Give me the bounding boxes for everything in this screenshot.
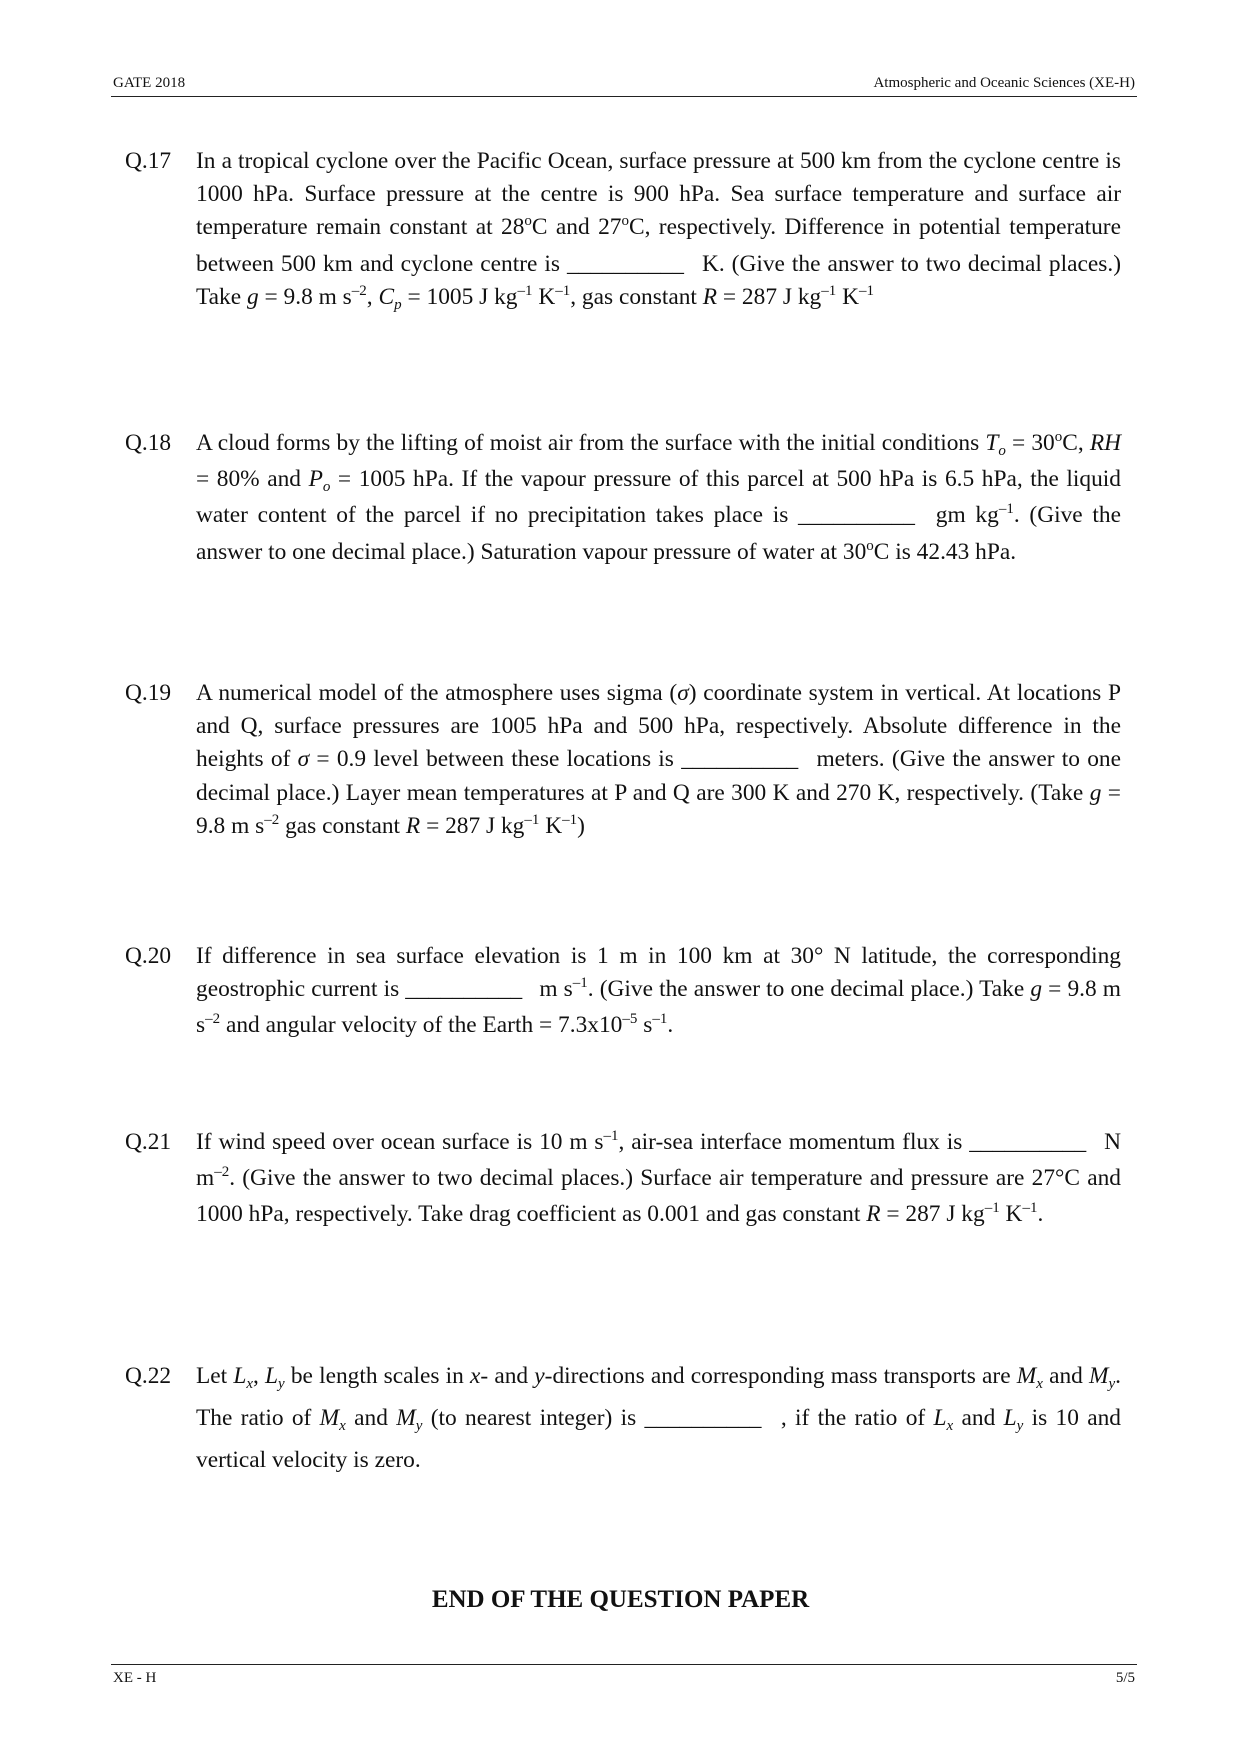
question-text: A cloud forms by the lifting of moist air from the surface with the initial conditions $T_o = 30^oC$, RH = 80% and $P_o = 1005$ hPa. If the vapour pressure of this parcel at 500 hPa is 6.5 hPa, the liquid water content of the parcel if no precipitation takes place is _____ gm $kg^{-1}$. (Give the answer to one decimal place.) Saturation vapour pressure of water at 30$^o$C is 42.43 hPa.	[196, 427, 1121, 572]
answer-blank	[969, 1126, 1097, 1159]
question-text: If difference in sea surface elevation is 1 m in 100 km at 30° N latitude, the corresponding geostrophic current is _____ m $s^{-1}$. (Give the answer to one decimal place.) Take g = 9.8 m $s^{-2}$ and angular velocity of the Earth = $7.3x10^{-5}$ $s^{-1}$.	[196, 940, 1121, 1046]
answer-blank	[798, 499, 926, 532]
page-header	[111, 74, 1137, 97]
answer-blank	[567, 248, 695, 281]
question-17	[125, 145, 1121, 317]
question-text: A numerical model of the atmosphere uses sigma (σ) coordinate system in vertical. At locations P and Q, surface pressures are 1005 hPa and 500 hPa, respectively. Absolute difference in the heights of σ = 0.9 level between these locations is _____ meters. (Give the answer to one decimal place.) Layer mean temperatures at P and Q are 300 K and 270 K, respectively. (Take g = 9.8 m $s^{-2}$ gas constant R = 287 J $kg^{-1}$ $K^{-1}$)	[196, 677, 1121, 846]
paper-code: XE - H	[113, 1670, 157, 1686]
question-18	[125, 427, 1121, 572]
question-number: Q.20	[125, 943, 172, 969]
question-number: Q.18	[125, 430, 172, 456]
question-number: Q.22	[125, 1363, 172, 1389]
question-20	[125, 940, 1121, 1046]
end-of-paper: END OF THE QUESTION PAPER	[431, 1586, 810, 1613]
answer-blank	[681, 743, 809, 776]
answer-blank	[405, 973, 533, 1006]
paper-subject: Atmospheric and Oceanic Sciences (XE-H)	[873, 75, 1135, 91]
question-21	[125, 1126, 1121, 1235]
question-text: Let $L_x$, $L_y$ be length scales in x- and y-directions and corresponding mass transports are $M_x$ and $M_y$. The ratio of $M_x$ and $M_y$ (to nearest integer) is _____ , if the ratio of $L_x$ and $L_y$ is 10 and vertical velocity is zero.	[196, 1357, 1121, 1480]
question-number: Q.19	[125, 680, 172, 706]
question-number: Q.21	[125, 1129, 172, 1155]
question-text: If wind speed over ocean surface is 10 m $s^{-1}$, air-sea interface momentum flux is _____ N $m^{-2}$. (Give the answer to two decimal places.) Surface air temperature and pressure are 27°C and 1000 hPa, respectively. Take drag coefficient as 0.001 and gas constant R = 287 J $kg^{-1}$ $K^{-1}$.	[196, 1126, 1121, 1235]
answer-blank	[645, 1399, 773, 1438]
exam-title: GATE 2018	[113, 75, 186, 91]
question-22	[125, 1357, 1121, 1480]
question-number: Q.17	[125, 148, 172, 174]
page-footer	[111, 1664, 1137, 1687]
question-19	[125, 677, 1121, 846]
page-number: 5/5	[1115, 1670, 1135, 1686]
question-text: In a tropical cyclone over the Pacific Ocean, surface pressure at 500 km from the cyclone centre is 1000 hPa. Surface pressure at the centre is 900 hPa. Sea surface temperature and surface air temperature remain constant at 28$^o$C and 27$^o$C, respectively. Difference in potential temperature between 500 km and cyclone centre is _____ K. (Give the answer to two decimal places.) Take g = 9.8 m $s^{-2}$, $C_p = 1005$ J $kg^{-1}$ $K^{-1}$, gas constant R = 287 J $kg^{-1}$ $K^{-1}$	[196, 145, 1121, 317]
